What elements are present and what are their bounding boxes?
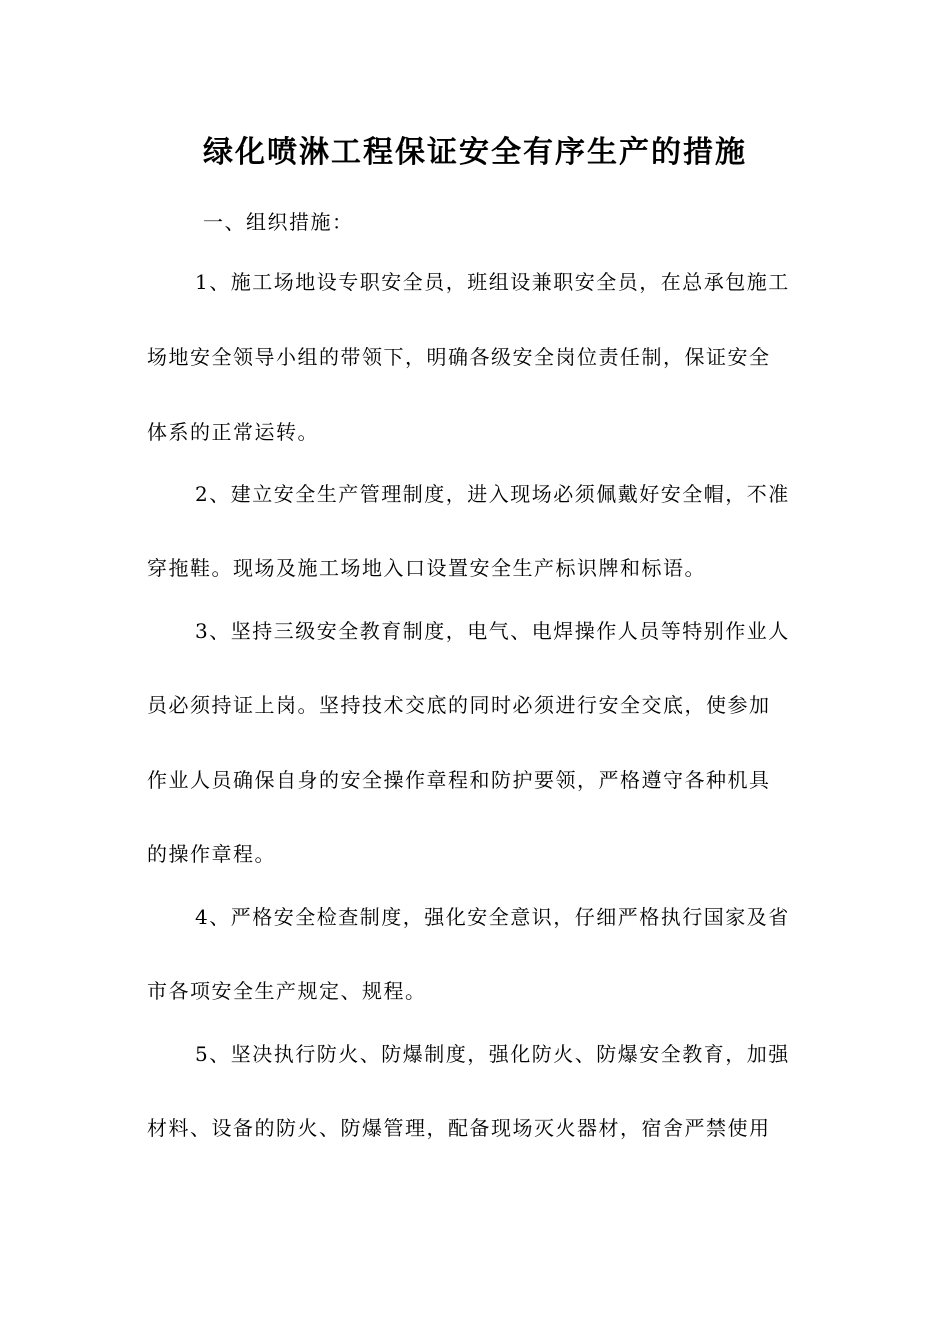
paragraph-line: 员必须持证上岗。坚持技术交底的同时必须进行安全交底，使参加 xyxy=(147,693,771,717)
paragraph-line: 场地安全领导小组的带领下，明确各级安全岗位责任制，保证安全 xyxy=(147,345,771,369)
paragraph-line: 材料、设备的防火、防爆管理，配备现场灭火器材，宿舍严禁使用 xyxy=(147,1116,771,1140)
paragraph-line: 市各项安全生产规定、规程。 xyxy=(147,979,427,1003)
paragraph-line: 5、坚决执行防火、防爆制度，强化防火、防爆安全教育，加强 xyxy=(195,1042,790,1066)
paragraph-line: 的操作章程。 xyxy=(147,842,276,866)
paragraph-line: 穿拖鞋。现场及施工场地入口设置安全生产标识牌和标语。 xyxy=(147,556,706,580)
section-heading: 一、组织措施： xyxy=(203,210,354,234)
paragraph-line: 作业人员确保自身的安全操作章程和防护要领，严格遵守各种机具 xyxy=(147,768,771,792)
paragraph-line: 体系的正常运转。 xyxy=(147,420,319,444)
paragraph-line: 3、坚持三级安全教育制度，电气、电焊操作人员等特别作业人 xyxy=(195,619,790,643)
document-title: 绿化喷淋工程保证安全有序生产的措施 xyxy=(203,135,747,170)
paragraph-line: 4、严格安全检查制度，强化安全意识，仔细严格执行国家及省 xyxy=(195,905,790,929)
paragraph-line: 1、施工场地设专职安全员，班组设兼职安全员，在总承包施工 xyxy=(195,270,790,294)
paragraph-line: 2、建立安全生产管理制度，进入现场必须佩戴好安全帽，不准 xyxy=(195,482,790,506)
